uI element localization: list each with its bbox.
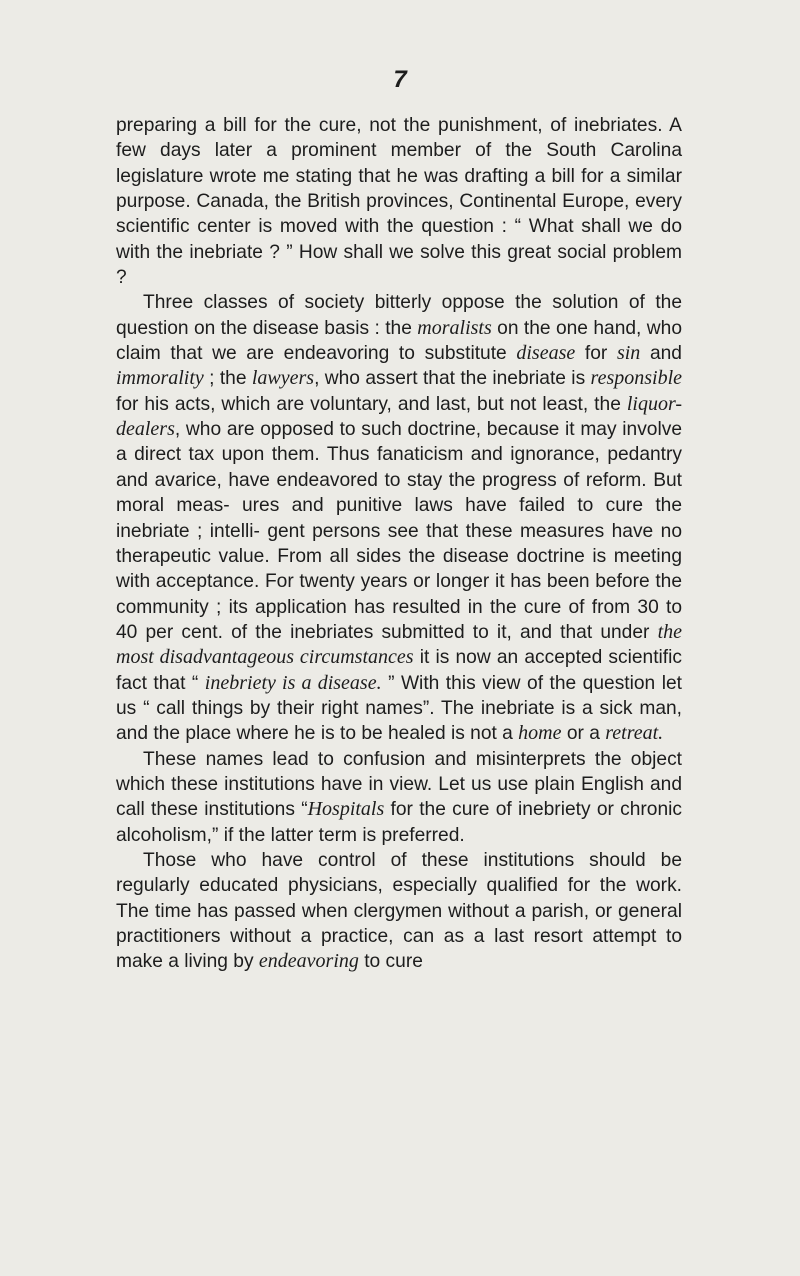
paragraph-1 <box>116 113 682 290</box>
italic-run: immorality <box>116 367 204 390</box>
italic-run: responsible <box>590 367 683 390</box>
italic-run: Hospitals <box>307 798 385 821</box>
text-run: for <box>575 343 617 365</box>
italic-run: the most disadvantageous circumstances <box>116 620 682 669</box>
text-run: on the one hand, who claim that we are endeavoring to substitute <box>116 317 682 365</box>
page-number: 7 <box>393 66 407 93</box>
text-run: or a <box>561 723 606 745</box>
text-run: Three classes of society bitterly oppose the solution of the question on the disease basis : the <box>116 292 682 339</box>
text-run: Those who have control of these institutions should be regularly educated physicians, especially qualified for the work. The time has passed when clergymen without a parish, or general practitioners without a practice, can as a last resort attempt to make a living by <box>116 849 682 973</box>
italic-run: liquor-dealers <box>116 392 682 441</box>
italic-run: disease <box>516 342 576 365</box>
italic-run: inebriety is a disease. <box>204 671 382 694</box>
paragraph-2 <box>116 290 682 746</box>
text-run: it is now an accepted scientific fact that “ <box>116 647 682 694</box>
italic-run: retreat. <box>605 722 664 745</box>
body-text <box>116 113 682 975</box>
text-run: for the cure of inebriety or chronic alcoholism,” if the latter term is preferred. <box>116 799 683 846</box>
paragraph-3 <box>116 747 682 848</box>
italic-run: home <box>518 722 562 745</box>
text-run: to cure <box>358 951 423 973</box>
italic-run: sin <box>616 342 641 365</box>
italic-run: moralists <box>417 316 492 339</box>
italic-run: lawyers <box>251 367 315 390</box>
text-run: , who assert that the inebriate is <box>314 368 591 390</box>
text-run: for his acts, which are voluntary, and last, but not least, the <box>116 393 627 415</box>
paragraph-4 <box>116 848 682 975</box>
italic-run: endeavoring <box>258 950 359 973</box>
text-run: , who are opposed to such doctrine, because it may involve a direct tax upon them. Thus fanaticism and ignorance, pedantry and avarice, have endeavored to stay the progress of reform. But moral meas- ures and punitive laws have failed to cure the inebriate ; intelli- gent persons see that these measures have no therapeutic value. From all sides the disease doctrine is meeting with acceptance. For twenty years or longer it has been before the community ; its application has resulted in the cure of from 30 to 40 per cent. of the inebriates submitted to it, and that under <box>116 419 682 643</box>
text-run: preparing a bill for the cure, not the punishment, of inebriates. A few days later a prominent member of the South Carolina legislature wrote me stating that he was drafting a bill for a similar purpose. Canada, the British provinces, Continental Europe, every scientific center is moved with the question : “ What shall we do with the inebriate ? ” How shall we solve this great social problem ? <box>116 115 682 289</box>
text-run: ” With this view of the question let us “ call things by their right names”. The inebriate is a sick man, and the place where he is to be healed is not a <box>116 672 682 745</box>
text-run: ; the <box>203 368 252 390</box>
text-run: These names lead to confusion and misinterprets the object which these institutions have in view. Let us use plain English and call these institutions “ <box>116 748 682 821</box>
text-run: and <box>640 343 682 365</box>
